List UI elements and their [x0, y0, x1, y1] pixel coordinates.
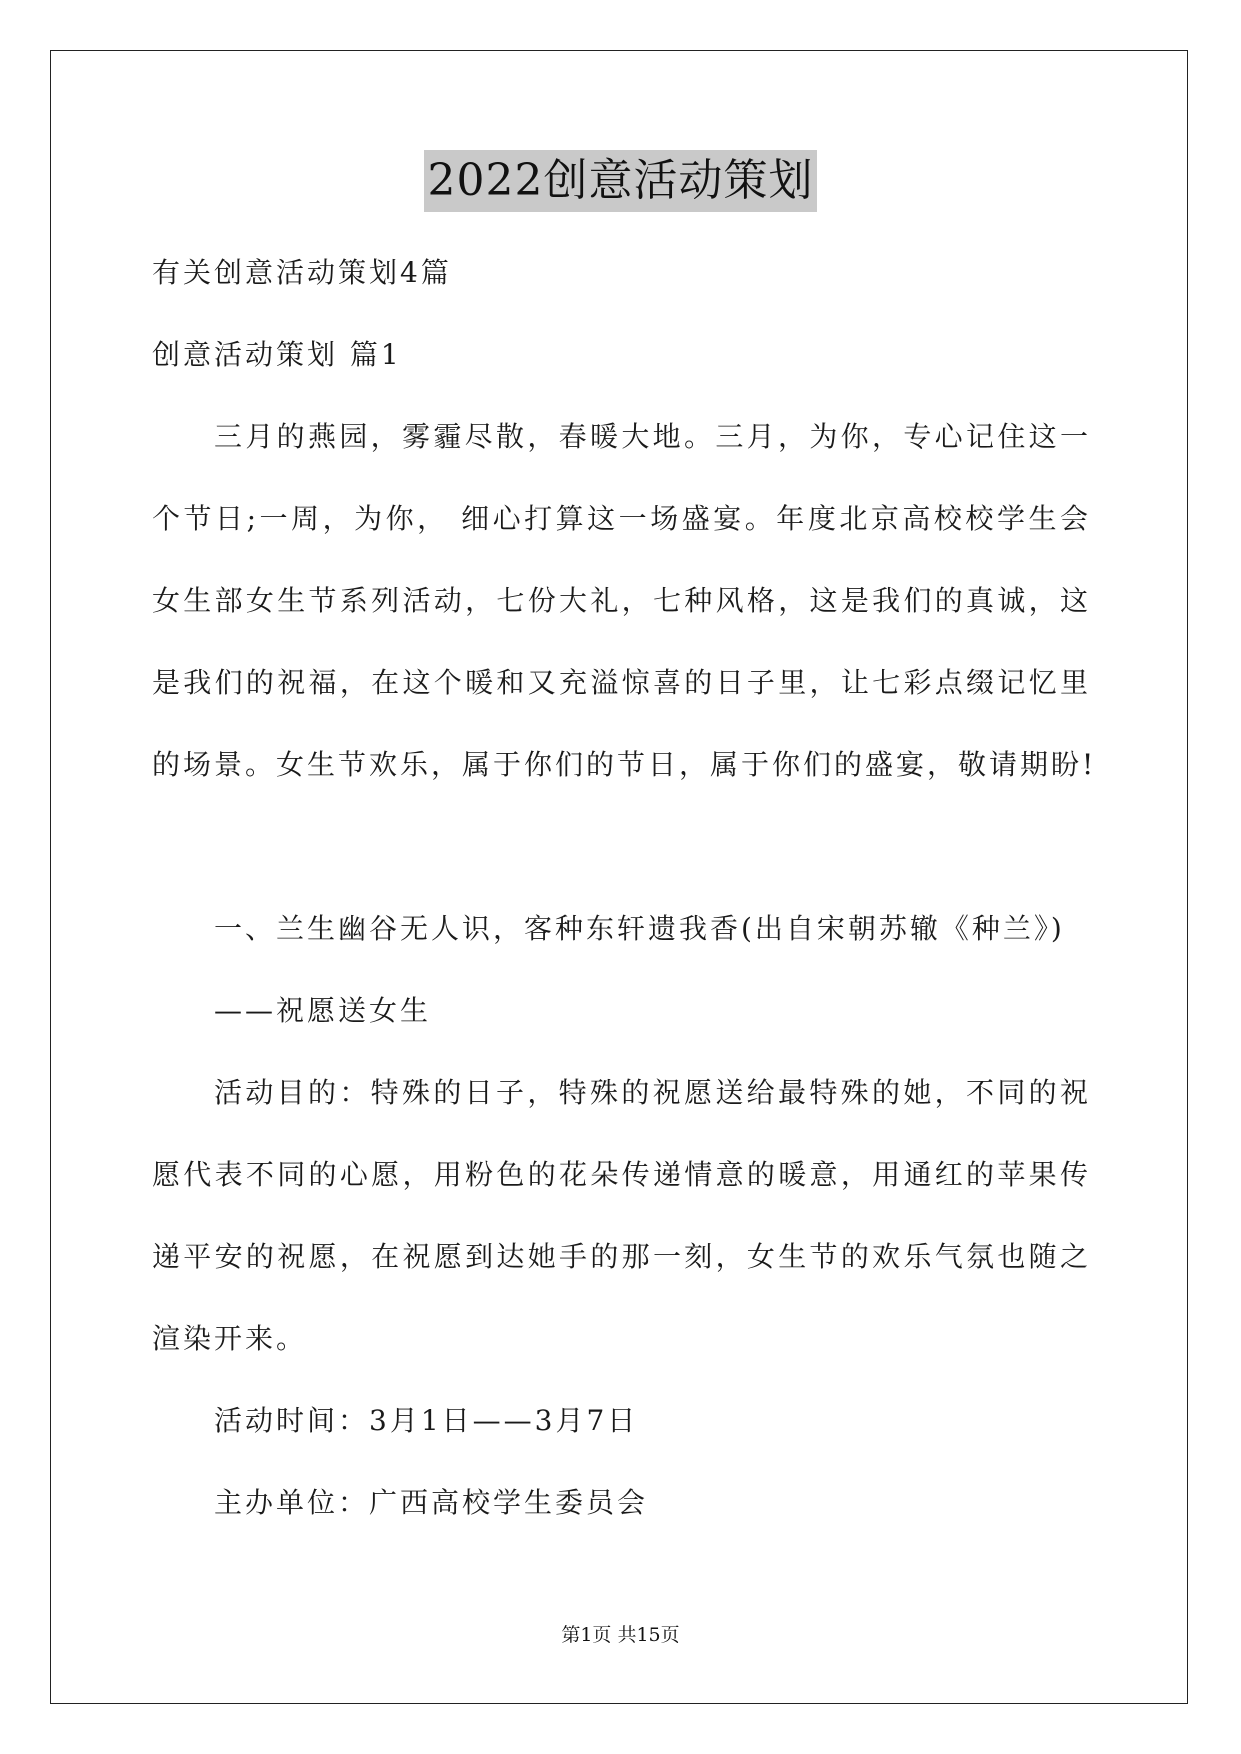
paragraph-line: 女生部女生节系列活动，七份大礼，七种风格，这是我们的真诚，这: [152, 584, 1090, 617]
paragraph-line: 个节日;一周，为你， 细心打算这一场盛宴。年度北京高校校学生会: [152, 502, 1090, 535]
activity-time: 活动时间：3月1日——3月7日: [214, 1404, 639, 1437]
document-body: [152, 232, 1097, 1544]
paragraph-line: 渲染开来。: [152, 1322, 308, 1355]
document-title: 2022创意活动策划: [424, 150, 818, 212]
page-footer: 第1页 共15页: [561, 1624, 680, 1646]
paragraph-line: 活动目的：特殊的日子，特殊的祝愿送给最特殊的她，不同的祝: [214, 1076, 1090, 1109]
title-container: [0, 150, 1241, 212]
organizer: 主办单位：广西高校学生委员会: [214, 1486, 649, 1519]
paragraph-line: 的场景。女生节欢乐，属于你们的节日，属于你们的盛宴，敬请期盼!: [152, 748, 1097, 781]
item-subtitle: ——祝愿送女生: [214, 994, 432, 1027]
section-heading: 创意活动策划 篇1: [152, 338, 402, 371]
item-title: 一、兰生幽谷无人识，客种东轩遗我香(出自宋朝苏辙《种兰》): [214, 912, 1065, 945]
blank-line: [152, 806, 1090, 888]
paragraph-line: 是我们的祝福，在这个暖和又充溢惊喜的日子里，让七彩点缀记忆里: [152, 666, 1090, 699]
paragraph-line: 三月的燕园，雾霾尽散，春暖大地。三月，为你，专心记住这一: [214, 420, 1090, 453]
paragraph-line: 递平安的祝愿，在祝愿到达她手的那一刻，女生节的欢乐气氛也随之: [152, 1240, 1090, 1273]
paragraph-line: 愿代表不同的心愿，用粉色的花朵传递情意的暖意，用通红的苹果传: [152, 1158, 1090, 1191]
document-subtitle: 有关创意活动策划4篇: [152, 256, 452, 289]
